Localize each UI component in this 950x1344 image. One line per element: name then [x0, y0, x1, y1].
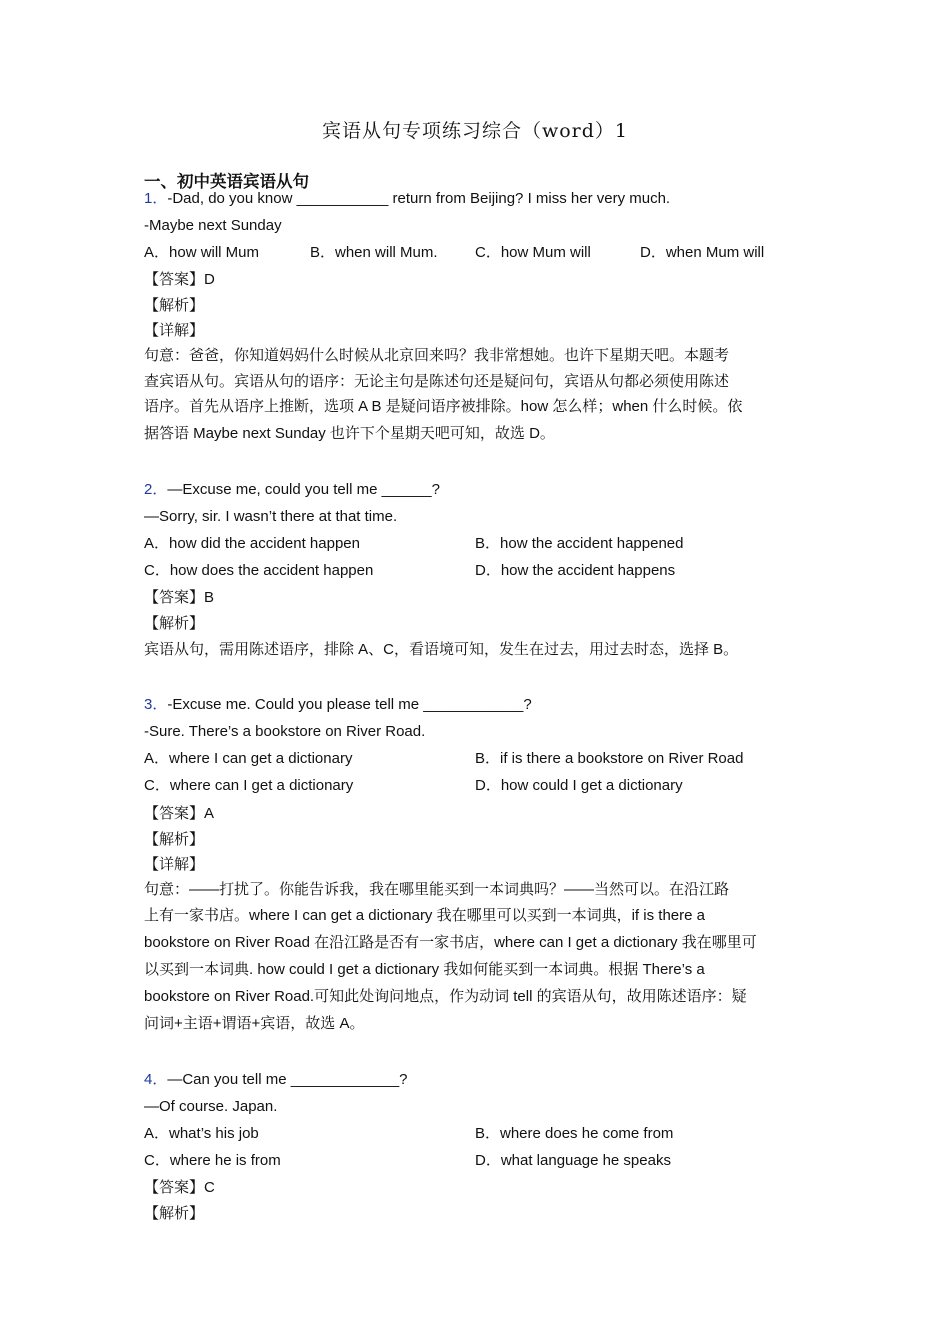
q3-explain-line: 上有一家书店。where I can get a dictionary 我在哪里可以买到一本词典，if is there a [144, 907, 705, 924]
page-title: 宾语从句专项练习综合（word）1 [321, 120, 629, 142]
question-2-reply: —Sorry, sir. I wasn’t there at that time. [144, 508, 398, 525]
q2-explain-line: 宾语从句，需用陈述语序，排除 A、C，看语境可知，发生在过去，用过去时态，选择 B。 [144, 641, 739, 658]
q1-option-b: B．when will Mum. [310, 244, 438, 261]
q2-option-b: B．how the accident happened [475, 535, 684, 552]
question-number: 2． [144, 481, 168, 498]
question-number: 4． [144, 1071, 168, 1088]
q4-answer: 【答案】C [144, 1179, 215, 1196]
section-heading: 一、初中英语宾语从句 [144, 172, 309, 191]
question-3-stem [144, 696, 532, 714]
q4-option-a: A．what’s his job [144, 1125, 259, 1142]
q1-explain-line: 句意：爸爸，你知道妈妈什么时候从北京回来吗？我非常想她。也许下星期天吧。本题考 [144, 347, 730, 364]
q3-explain-line: bookstore on River Road 在沿江路是否有一家书店，where can I get a dictionary 我在哪里可 [144, 934, 757, 951]
q3-detail-label: 【详解】 [144, 856, 205, 873]
question-text: —Can you tell me _____________? [167, 1071, 408, 1088]
q1-analysis-label: 【解析】 [144, 297, 205, 314]
q3-analysis-label: 【解析】 [144, 831, 205, 848]
q3-option-d: D．how could I get a dictionary [475, 777, 683, 794]
question-text: -Excuse me. Could you please tell me ____________? [167, 696, 532, 713]
q3-explain-line: bookstore on River Road.可知此处询问地点，作为动词 tell 的宾语从句，故用陈述语序：疑 [144, 988, 747, 1005]
q4-option-c: C．where he is from [144, 1152, 281, 1169]
q1-answer: 【答案】D [144, 271, 215, 288]
question-1-stem [144, 190, 670, 208]
q2-analysis-label: 【解析】 [144, 615, 205, 632]
question-2-stem [144, 481, 440, 499]
q3-explain-line: 以买到一本词典. how could I get a dictionary 我如何能买到一本词典。根据 There’s a [144, 961, 705, 978]
q3-explain-line: 句意：——打扰了。你能告诉我，我在哪里能买到一本词典吗？——当然可以。在沿江路 [144, 881, 730, 898]
q1-explain-line: 语序。首先从语序上推断，选项 A B 是疑问语序被排除。how 怎么样；when 什么时候。依 [144, 398, 743, 415]
q1-detail-label: 【详解】 [144, 322, 205, 339]
q3-option-a: A．where I can get a dictionary [144, 750, 353, 767]
q3-explain-line: 问词+主语+谓语+宾语，故选 A。 [144, 1015, 365, 1032]
q4-option-d: D．what language he speaks [475, 1152, 671, 1169]
question-4-reply: —Of course. Japan. [144, 1098, 278, 1115]
q1-option-c: C．how Mum will [475, 244, 591, 261]
question-number: 1． [144, 190, 168, 207]
question-1-reply: -Maybe next Sunday [144, 217, 282, 234]
q1-option-a: A．how will Mum [144, 244, 260, 261]
q3-answer: 【答案】A [144, 805, 215, 822]
question-number: 3． [144, 696, 168, 713]
q2-option-c: C．how does the accident happen [144, 562, 374, 579]
question-text: -Dad, do you know ___________ return from Beijing? I miss her very much. [167, 190, 671, 207]
q1-option-d: D．when Mum will [640, 244, 765, 261]
q1-explain-line: 据答语 Maybe next Sunday 也许下个星期天吧可知，故选 D。 [144, 425, 555, 442]
question-4-stem [144, 1071, 408, 1089]
q3-option-b: B．if is there a bookstore on River Road [475, 750, 744, 767]
question-text: —Excuse me, could you tell me ______? [167, 481, 440, 498]
q4-analysis-label: 【解析】 [144, 1205, 205, 1222]
q4-option-b: B．where does he come from [475, 1125, 674, 1142]
q3-option-c: C．where can I get a dictionary [144, 777, 354, 794]
q1-explain-line: 查宾语从句。宾语从句的语序：无论主句是陈述句还是疑问句，宾语从句都必须使用陈述 [144, 373, 730, 390]
question-3-reply: -Sure. There’s a bookstore on River Road. [144, 723, 426, 740]
q2-option-a: A．how did the accident happen [144, 535, 360, 552]
q2-answer: 【答案】B [144, 589, 215, 606]
q2-option-d: D．how the accident happens [475, 562, 676, 579]
